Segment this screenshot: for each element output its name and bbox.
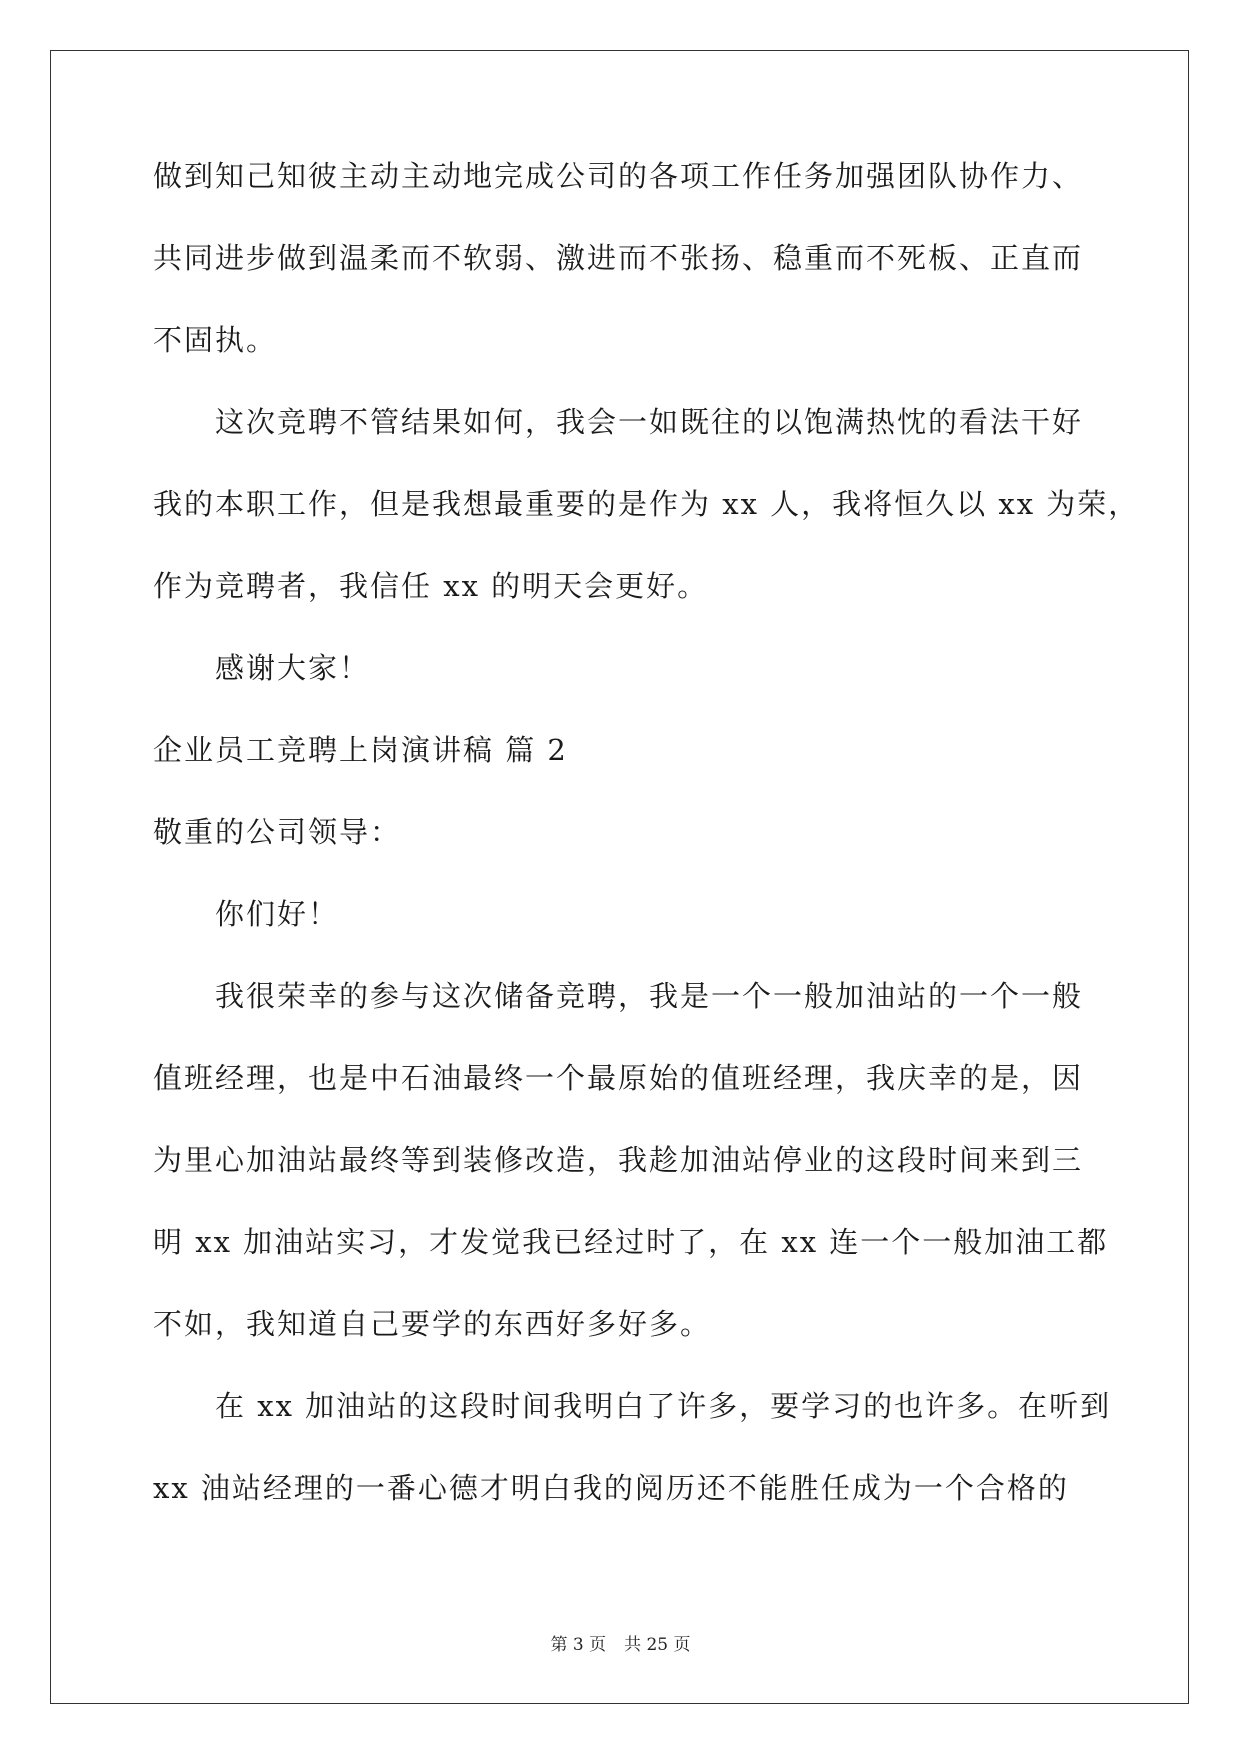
text-line-12: 值班经理，也是中石油最终一个最原始的值班经理，我庆幸的是，因 — [153, 1061, 1084, 1095]
text-line-3: 不固执。 — [153, 323, 278, 357]
text-line-2: 共同进步做到温柔而不软弱、激进而不张扬、稳重而不死板、正直而 — [153, 241, 1084, 275]
text-line-1: 做到知己知彼主动主动地完成公司的各项工作任务加强团队协作力、 — [153, 159, 1084, 193]
text-line-14: 明 xx 加油站实习，才发觉我已经过时了，在 xx 连一个一般加油工都 — [153, 1225, 1109, 1259]
text-line-4: 这次竞聘不管结果如何，我会一如既往的以饱满热忱的看法干好 — [215, 405, 1084, 439]
greeting: 你们好！ — [215, 897, 340, 931]
text-line-6: 作为竞聘者，我信任 xx 的明天会更好。 — [153, 569, 709, 603]
text-line-17: xx 油站经理的一番心德才明白我的阅历还不能胜任成为一个合格的 — [153, 1471, 1069, 1505]
page-footer — [0, 1630, 1241, 1655]
document-body — [153, 158, 1140, 1552]
page-number: 第 3 页 — [550, 1635, 607, 1655]
text-line-16: 在 xx 加油站的这段时间我明白了许多，要学习的也许多。在听到 — [215, 1389, 1112, 1423]
text-line-11: 我很荣幸的参与这次储备竞聘，我是一个一般加油站的一个一般 — [215, 979, 1084, 1013]
text-line-5: 我的本职工作，但是我想最重要的是作为 xx 人，我将恒久以 xx 为荣， — [153, 487, 1140, 521]
text-line-15: 不如，我知道自己要学的东西好多好多。 — [153, 1307, 712, 1341]
salutation: 敬重的公司领导： — [153, 815, 402, 849]
text-line-7: 感谢大家！ — [215, 651, 371, 685]
section-heading: 企业员工竞聘上岗演讲稿 篇 2 — [153, 733, 568, 767]
page-total: 共 25 页 — [624, 1635, 691, 1655]
text-line-13: 为里心加油站最终等到装修改造，我趁加油站停业的这段时间来到三 — [153, 1143, 1084, 1177]
